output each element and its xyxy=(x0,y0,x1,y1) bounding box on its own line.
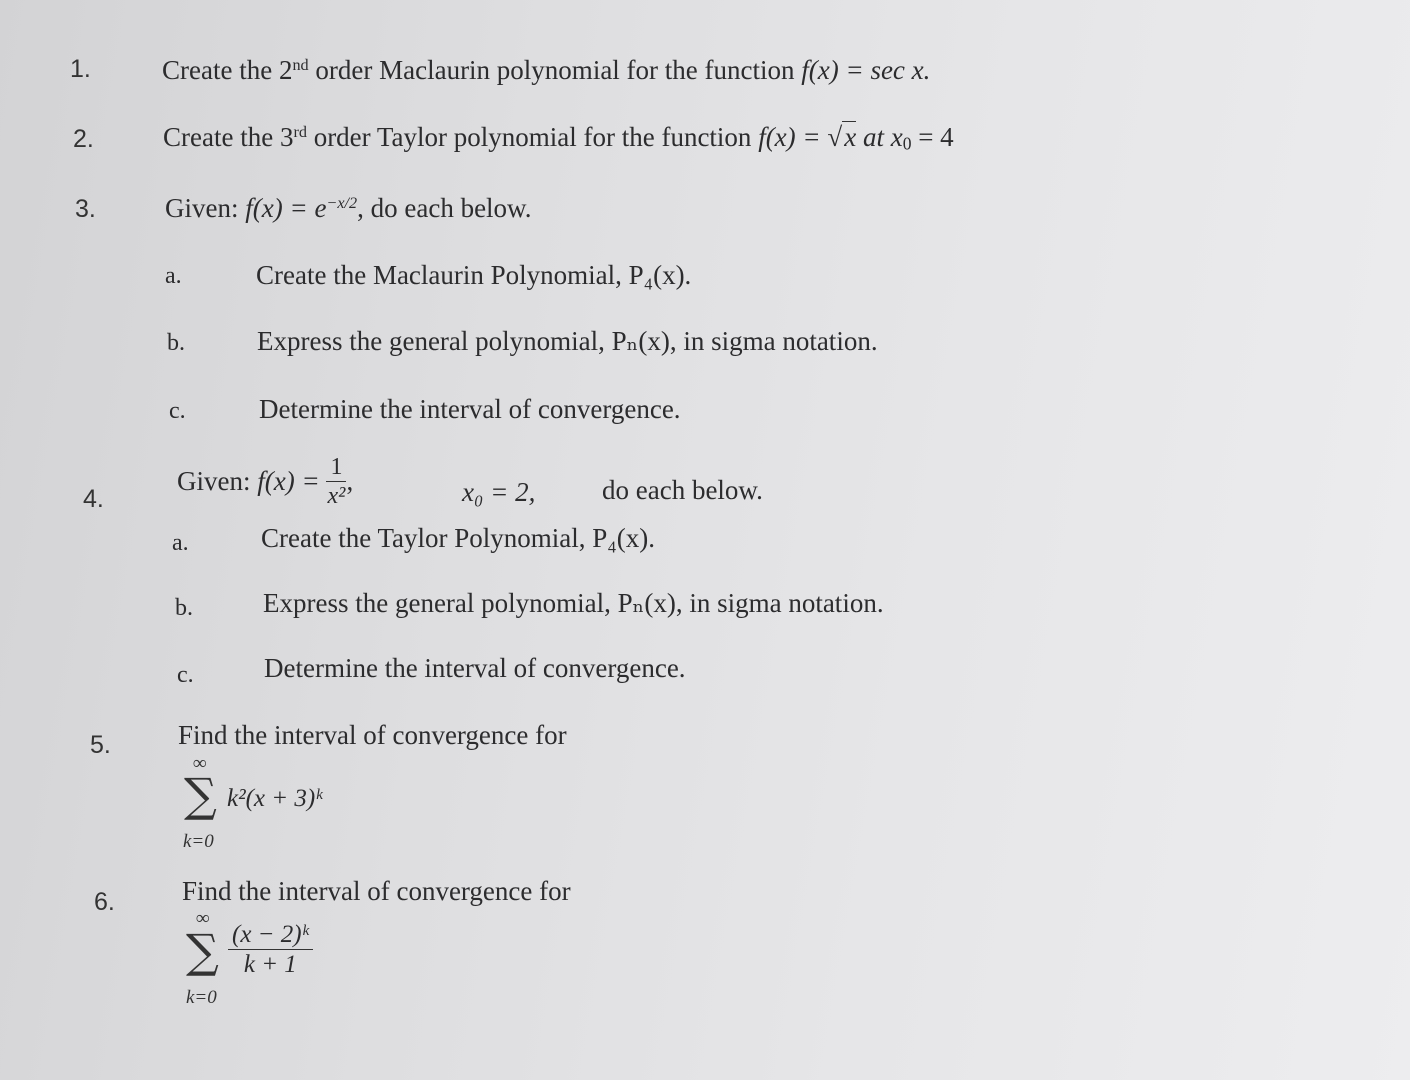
series-fraction xyxy=(228,922,313,977)
problem-number: 1. xyxy=(70,55,91,83)
problem-4-given xyxy=(177,455,353,508)
part-label: b. xyxy=(167,330,185,356)
problem-2-text-pre: Create the 3 xyxy=(163,122,294,152)
problem-1-text-pre: Create the 2 xyxy=(162,55,293,85)
problem-4-function: f(x) = xyxy=(257,466,327,496)
fraction-numerator: (x − 2)ᵏ xyxy=(228,922,313,950)
part-text: Express the general polynomial, Pₙ(x), in sigma notation. xyxy=(257,326,878,356)
given-label: Given: xyxy=(165,193,246,223)
problem-2-function: f(x) = √ xyxy=(758,122,843,152)
part-label: a. xyxy=(172,530,189,556)
part-text: Determine the interval of convergence. xyxy=(259,394,681,424)
part-label: b. xyxy=(175,595,193,621)
ordinal-suffix: rd xyxy=(293,123,307,142)
problem-number: 4. xyxy=(83,485,104,513)
part-text: Create the Maclaurin Polynomial, P₄(x). xyxy=(256,260,692,290)
problem-3-given xyxy=(165,195,532,222)
sum-lower-limit: k=0 xyxy=(183,831,214,852)
series-term: k²(x + 3)ᵏ xyxy=(227,785,323,812)
sqrt-radicand: x xyxy=(844,122,857,152)
problem-2-text xyxy=(163,124,954,153)
fraction xyxy=(228,922,313,977)
problem-3-function: f(x) = e xyxy=(245,193,327,223)
part-text: Express the general polynomial, Pₙ(x), in sigma notation. xyxy=(263,588,884,618)
sum-upper-limit: ∞ xyxy=(196,908,210,929)
problem-6-text: Find the interval of convergence for xyxy=(182,876,571,906)
given-label: Given: xyxy=(177,466,258,496)
fraction-denominator: x² xyxy=(327,483,346,509)
part-label: c. xyxy=(177,662,194,688)
ordinal-suffix: nd xyxy=(292,56,309,75)
sigma-symbol: ∑ xyxy=(184,768,217,822)
part-label: a. xyxy=(165,263,182,289)
part-text: Create the Taylor Polynomial, P₄(x). xyxy=(261,523,655,553)
fraction-numerator: 1 xyxy=(326,455,346,482)
problem-2-point-value: = 4 xyxy=(911,122,954,152)
problem-number: 3. xyxy=(75,195,96,223)
problem-2-text-mid: order Taylor polynomial for the function xyxy=(306,122,759,152)
exponent: −x/2 xyxy=(326,194,358,213)
fraction-denominator: k + 1 xyxy=(243,951,297,978)
problem-5-text: Find the interval of convergence for xyxy=(178,720,567,750)
problem-number: 5. xyxy=(90,731,111,759)
comma: , xyxy=(346,466,354,496)
subscript-zero: 0 xyxy=(902,133,912,154)
expansion-point: x₀ = 2, xyxy=(462,477,536,507)
part-label: c. xyxy=(169,398,186,424)
problem-1-text-mid: order Maclaurin polynomial for the function xyxy=(308,55,802,85)
sigma-symbol: ∑ xyxy=(186,924,219,978)
fraction xyxy=(326,455,346,508)
given-tail: , do each below. xyxy=(357,193,532,223)
sum-lower-limit: k=0 xyxy=(186,987,217,1008)
problem-1-function: f(x) = sec x. xyxy=(801,55,931,85)
problem-2-point-label: at x xyxy=(856,122,903,152)
problem-1-text xyxy=(162,57,930,84)
given-tail: do each below. xyxy=(602,475,763,505)
problem-number: 2. xyxy=(73,125,94,153)
part-text: Determine the interval of convergence. xyxy=(264,653,686,683)
problem-number: 6. xyxy=(94,888,115,916)
sum-upper-limit: ∞ xyxy=(193,753,207,774)
